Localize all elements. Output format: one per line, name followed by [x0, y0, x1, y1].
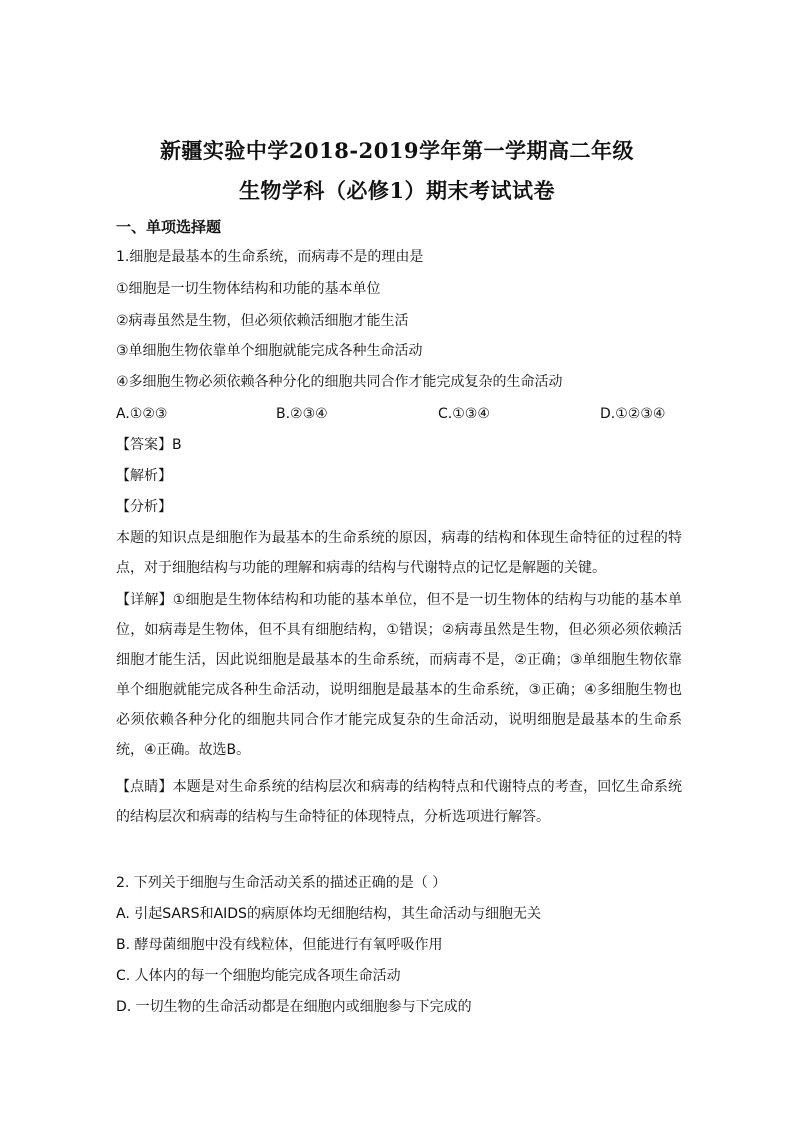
question-1-analysis-heading: 【解析】 — [116, 468, 172, 484]
question-1-comment-text: 【点睛】本题是对生命系统的结构层次和病毒的结构特点和代谢特点的考查，回忆生命系统的结构层次和病毒的结构与生命特征的体现特点，分析选项进行解答。 — [116, 779, 682, 825]
question-1-option-b: B.②③④ — [276, 406, 328, 422]
section-heading: 一、单项选择题 — [116, 218, 222, 236]
question-1-stem: 1.细胞是最基本的生命系统，而病毒不是的理由是 — [116, 249, 424, 265]
question-1-fenxi-heading: 【分析】 — [116, 499, 172, 515]
question-1-option-d: D.①②③④ — [600, 406, 666, 422]
exam-title: 新疆实验中学2018-2019学年第一学期高二年级 — [159, 138, 635, 163]
question-2-stem: 2. 下列关于细胞与生命活动关系的描述正确的是（ ） — [116, 875, 447, 891]
question-1-statement-4: ④多细胞生物必须依赖各种分化的细胞共同合作才能完成复杂的生命活动 — [116, 374, 563, 390]
question-1-answer: 【答案】B — [116, 437, 182, 453]
question-2-option-b: B. 酵母菌细胞中没有线粒体，但能进行有氧呼吸作用 — [116, 937, 443, 953]
question-1-option-c: C.①③④ — [438, 406, 490, 422]
question-2-option-a: A. 引起SARS和AIDS的病原体均无细胞结构，其生命活动与细胞无关 — [116, 906, 541, 922]
question-2-option-c: C. 人体内的每一个细胞均能完成各项生命活动 — [116, 968, 401, 984]
question-2-option-d: D. 一切生物的生命活动都是在细胞内或细胞参与下完成的 — [116, 999, 472, 1015]
exam-subtitle: 生物学科（必修1）期末考试试卷 — [238, 178, 556, 203]
question-1-fenxi-text: 本题的知识点是细胞作为最基本的生命系统的原因，病毒的结构和体现生命特征的过程的特点，对于细胞结构与功能的理解和病毒的结构与代谢特点的记忆是解题的关键。 — [116, 530, 682, 576]
question-1-statement-1: ①细胞是一切生物体结构和功能的基本单位 — [116, 281, 381, 297]
question-1-statement-3: ③单细胞生物依靠单个细胞就能完成各种生命活动 — [116, 343, 423, 359]
question-1-option-a: A.①②③ — [116, 406, 168, 422]
question-1-statement-2: ②病毒虽然是生物，但必须依赖活细胞才能生活 — [116, 313, 409, 329]
question-1-detail-text: 【详解】①细胞是生物体结构和功能的基本单位，但不是一切生物体的结构与功能的基本单位，如病毒是生物体，但不具有细胞结构，①错误；②病毒虽然是生物，但必须必须依赖活细胞才能生活，因此说细胞是最基本的生命系统，而病毒不是，②正确；③单细胞生物依靠单个细胞就能完成各种生命活动，说明细胞是最基本的生命系统，③正确；④多细胞生物也必须依赖各种分化的细胞共同合作才能完成复杂的生命活动，说明细胞是最基本的生命系统，④正确。故选B。 — [116, 592, 682, 758]
